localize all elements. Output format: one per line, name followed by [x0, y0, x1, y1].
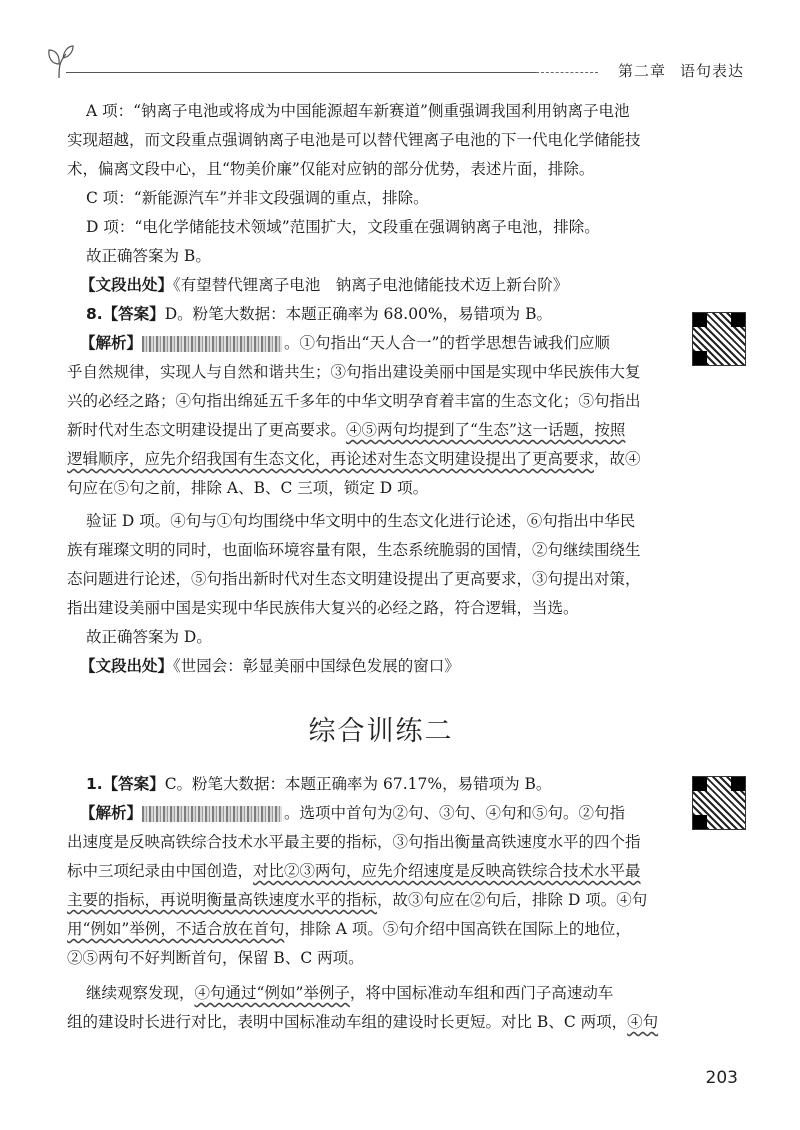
paragraph-line: 术，偏离文段中心，且“物美价廉”仅能对应钠的部分优势，表述片面，排除。	[67, 160, 595, 178]
analysis-line: 出速度是反映高铁综合技术水平最主要的指标，③句指出衡量高铁速度水平的四个指	[67, 833, 641, 851]
analysis-text: 标中三项纪录由中国创造，	[67, 862, 254, 880]
paragraph-line: 故正确答案为 D。	[86, 628, 212, 646]
analysis-line	[80, 329, 676, 358]
chapter-heading	[618, 60, 744, 81]
emphasis-text: ④⑤两句均提到了“生态”这一话题，按照	[346, 421, 626, 439]
analysis-line: 兴的必经之路；④句指出绵延五千多年的中华文明孕育着丰富的生态文化；⑤句指出	[67, 392, 641, 410]
paragraph-text: 继续观察发现，	[86, 984, 195, 1002]
answer-line	[86, 300, 676, 329]
paragraph-line: C 项：“新能源汽车”并非文段强调的重点，排除。	[86, 189, 429, 207]
paragraph-line: 指出建设美丽中国是实现中华民族伟大复兴的必经之路，符合逻辑，当选。	[67, 599, 579, 617]
analysis-line	[67, 445, 676, 474]
source-text: 《有望替代锂离子电池 钠离子电池储能技术迈上新台阶》	[173, 276, 569, 294]
emphasis-text: 主要的指标，再说明衡量高铁速度水平的指标	[67, 891, 378, 909]
emphasis-text: ④句通过“例如”举例子	[194, 984, 350, 1002]
paragraph-line	[67, 1008, 676, 1037]
leaf-icon	[44, 40, 74, 80]
paragraph-line: A 项：“钠离子电池或将成为中国能源超车新赛道”侧重强调我国利用钠离子电池	[86, 102, 630, 120]
paragraph-line: 实现超越，而文段重点强调钠离子电池是可以替代锂离子电池的下一代电化学储能技	[67, 131, 641, 149]
source-label: 【文段出处】	[80, 657, 174, 675]
paragraph-line: 族有璀璨文明的同时，也面临环境容量有限，生态系统脆弱的国情，②句继续围绕生	[67, 541, 641, 559]
source-line	[80, 652, 676, 681]
analysis-label: 【解析】	[80, 804, 143, 822]
analysis-text: ，故③句应在②句后，排除 D 项。④句	[377, 891, 648, 909]
qr-code-icon[interactable]	[692, 312, 746, 366]
emphasis-text: ④句	[627, 1013, 659, 1031]
analysis-text: 新时代对生态文明建设提出了更高要求。	[67, 421, 347, 439]
paragraph-line: 验证 D 项。④句与①句均围绕中华文明中的生态文化进行论述，⑥句指出中华民	[86, 512, 636, 530]
paragraph-text: 组的建设时长进行对比，表明中国标准动车组的建设时长更短。对比 B、C 两项，	[67, 1013, 628, 1031]
chapter-number: 第二章	[617, 62, 666, 80]
paragraph-text: ，将中国标准动车组和西门子高速动车	[349, 984, 614, 1002]
source-text: 《世园会：彰显美丽中国绿色发展的窗口》	[173, 657, 460, 675]
emphasis-text: 用“例如”举例，不适合放在首句	[67, 920, 285, 938]
analysis-line: ②⑤两句不好判断首句，保留 B、C 两项。	[67, 949, 364, 967]
paragraph-line: 故正确答案为 B。	[86, 247, 211, 265]
source-label: 【文段出处】	[80, 276, 174, 294]
answer-text: C。粉笔大数据：本题正确率为 67.17%，易错项为 B。	[164, 775, 552, 793]
section-title: 综合训练二	[308, 716, 454, 747]
header-rule	[66, 72, 536, 73]
blurred-keyword	[142, 806, 282, 822]
answer-label: 1.【答案】	[86, 775, 165, 793]
source-line	[80, 271, 676, 300]
page-header	[0, 0, 800, 90]
answer-line	[86, 770, 676, 799]
analysis-line: 乎自然规律，实现人与自然和谐共生；③句指出建设美丽中国是实现中华民族伟大复	[67, 363, 641, 381]
analysis-text: ，故④	[594, 450, 641, 468]
emphasis-text: 逻辑顺序，应先介绍我国有生态文化，再论述对生态文明建设提出了更高要求	[67, 450, 595, 468]
answer-text: D。粉笔大数据：本题正确率为 68.00%，易错项为 B。	[164, 305, 552, 323]
analysis-line: 句应在⑤句之前，排除 A、B、C 三项，锁定 D 项。	[67, 479, 429, 497]
header-dash-rule	[536, 72, 598, 73]
paragraph-line	[86, 979, 676, 1008]
page-body	[67, 97, 676, 1037]
analysis-line	[67, 886, 676, 915]
paragraph-line: D 项：“电化学储能技术领域”范围扩大，文段重在强调钠离子电池，排除。	[86, 218, 600, 236]
blurred-keyword	[142, 336, 282, 352]
analysis-text: 。①句指出“天人合一”的哲学思想告诫我们应顺	[284, 334, 610, 352]
analysis-line	[80, 799, 676, 828]
analysis-line	[67, 915, 676, 944]
analysis-line	[67, 857, 676, 886]
qr-code-icon[interactable]	[692, 776, 746, 830]
analysis-text: ，排除 A 项。⑤句介绍中国高铁在国际上的地位，	[284, 920, 631, 938]
analysis-text: 。选项中首句为②句、③句、④句和⑤句。②句指	[284, 804, 626, 822]
paragraph-line: 态问题进行论述，⑤句指出新时代对生态文明建设提出了更高要求，③句提出对策，	[67, 570, 641, 588]
answer-label: 8.【答案】	[86, 305, 165, 323]
page-number: 203	[705, 1068, 738, 1088]
analysis-label: 【解析】	[80, 334, 143, 352]
chapter-title: 语句表达	[679, 62, 744, 80]
emphasis-text: 对比②③两句，应先介绍速度是反映高铁综合技术水平最	[253, 862, 641, 880]
analysis-line	[67, 416, 676, 445]
